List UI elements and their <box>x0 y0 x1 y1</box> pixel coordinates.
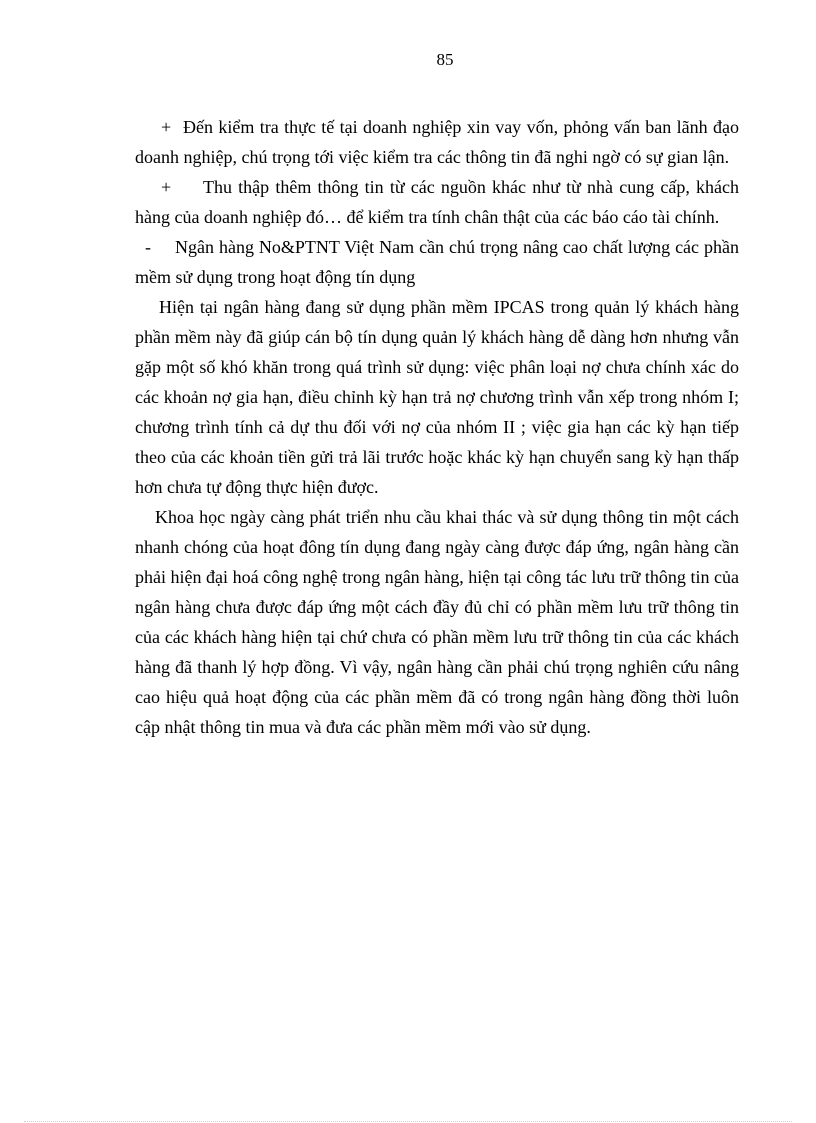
page-bottom-border <box>24 1121 792 1122</box>
paragraph-ipcas: Hiện tại ngân hàng đang sử dụng phần mềm IPCAS trong quản lý khách hàng phần mềm này đã giúp cán bộ tín dụng quản lý khách hàng dễ dàng hơn nhưng vẫn gặp một số khó khăn trong quá trình sử dụng: việc phân loại nợ chưa chính xác do các khoản nợ gia hạn, điều chỉnh kỳ hạn trả nợ chương trình vẫn xếp trong nhóm I; chương trình tính cả dự thu đối với nợ của nhóm II ; việc gia hạn các kỳ hạn tiếp theo của các khoản tiền gửi trả lãi trước hoặc khác kỳ hạn chuyển sang kỳ hạn thấp hơn chưa tự động thực hiện được. <box>135 297 739 497</box>
document-body <box>135 112 739 742</box>
dash-bullet-marker: - <box>145 237 151 257</box>
dash-item-text: Ngân hàng No&PTNT Việt Nam cần chú trọng nâng cao chất lượng các phần mềm sử dụng trong hoạt động tín dụng <box>135 237 739 287</box>
bullet-item-site-inspection <box>135 112 739 172</box>
paragraph-technology: Khoa học ngày càng phát triển nhu cầu khai thác và sử dụng thông tin một cách nhanh chóng của hoạt đông tín dụng đang ngày càng được đáp ứng, ngân hàng cần phải hiện đại hoá công nghệ trong ngân hàng, hiện tại công tác lưu trữ thông tin của ngân hàng chưa được đáp ứng một cách đầy đủ chỉ có phần mềm lưu trữ thông tin của các khách hàng hiện tại chứ chưa có phần mềm lưu trữ thông tin của các khách hàng đã thanh lý hợp đồng. Vì vậy, ngân hàng cần phải chú trọng nghiên cứu nâng cao hiệu quả hoạt động của các phần mềm đã có trong ngân hàng đồng thời luôn cập nhật thông tin mua và đưa các phần mềm mới vào sử dụng. <box>135 507 739 737</box>
page-number: 85 <box>436 50 454 69</box>
dash-item-software-quality <box>135 232 739 292</box>
bullet-text: Đến kiểm tra thực tế tại doanh nghiệp xin vay vốn, phỏng vấn ban lãnh đạo doanh nghiệp, chú trọng tới việc kiểm tra các thông tin đã nghi ngờ có sự gian lận. <box>135 117 739 167</box>
plus-bullet-marker: + <box>161 117 172 137</box>
bullet-item-gather-info <box>135 172 739 232</box>
plus-bullet-marker: + <box>161 177 172 197</box>
bullet-text: Thu thập thêm thông tin từ các nguồn khác như từ nhà cung cấp, khách hàng của doanh nghiệp đó… để kiểm tra tính chân thật của các báo cáo tài chính. <box>135 177 739 227</box>
